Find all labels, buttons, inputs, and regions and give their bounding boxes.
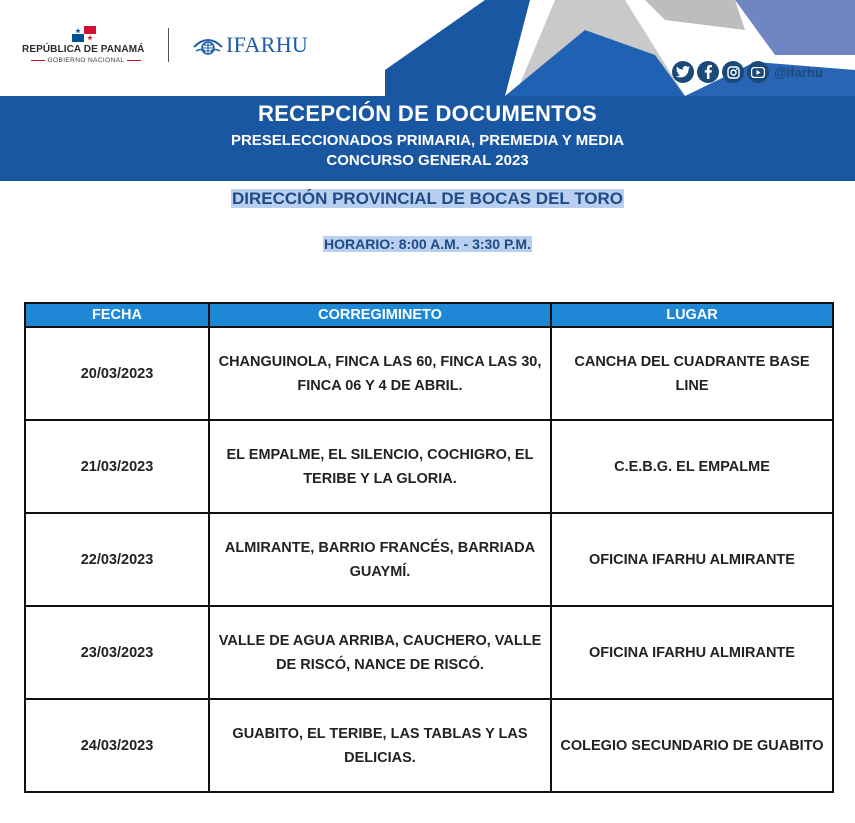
- facebook-icon[interactable]: [697, 61, 719, 83]
- cell-corregimiento: EL EMPALME, EL SILENCIO, COCHIGRO, EL TERIBE Y LA GLORIA.: [209, 420, 551, 513]
- youtube-icon[interactable]: [747, 61, 769, 83]
- table-row: [25, 327, 833, 420]
- column-header-fecha: FECHA: [25, 303, 209, 327]
- cell-lugar: OFICINA IFARHU ALMIRANTE: [551, 606, 833, 699]
- page-header: [0, 0, 855, 96]
- cell-corregimiento: ALMIRANTE, BARRIO FRANCÉS, BARRIADA GUAYMÍ.: [209, 513, 551, 606]
- banner-subtitle-1: PRESELECCIONADOS PRIMARIA, PREMEDIA Y MEDIA: [230, 132, 625, 149]
- cell-lugar: OFICINA IFARHU ALMIRANTE: [551, 513, 833, 606]
- cell-lugar: COLEGIO SECUNDARIO DE GUABITO: [551, 699, 833, 792]
- schedule-text: HORARIO: 8:00 A.M. - 3:30 P.M.: [324, 236, 531, 252]
- cell-fecha: 23/03/2023: [25, 606, 209, 699]
- ifarhu-logo: [192, 28, 308, 62]
- table-row: [25, 420, 833, 513]
- table-row: [25, 513, 833, 606]
- column-header-lugar: LUGAR: [551, 303, 833, 327]
- direction-text: DIRECCIÓN PROVINCIAL DE BOCAS DEL TORO: [231, 189, 624, 208]
- twitter-icon[interactable]: [672, 61, 694, 83]
- cell-lugar: CANCHA DEL CUADRANTE BASE LINE: [551, 327, 833, 420]
- cell-fecha: 21/03/2023: [25, 420, 209, 513]
- cell-corregimiento: GUABITO, EL TERIBE, LAS TABLAS Y LAS DELICIAS.: [209, 699, 551, 792]
- social-links: [672, 61, 823, 83]
- cell-fecha: 20/03/2023: [25, 327, 209, 420]
- table-row: [25, 699, 833, 792]
- table-row: [25, 606, 833, 699]
- direction-heading: [0, 189, 855, 209]
- government-subtitle: GOBIERNO NACIONAL: [22, 57, 150, 64]
- title-banner: [0, 96, 855, 181]
- schedule-line: [0, 236, 855, 254]
- table-header-row: [25, 303, 833, 327]
- column-header-corregimiento: CORREGIMINETO: [209, 303, 551, 327]
- cell-fecha: 22/03/2023: [25, 513, 209, 606]
- cell-corregimiento: CHANGUINOLA, FINCA LAS 60, FINCA LAS 30, FINCA 06 Y 4 DE ABRIL.: [209, 327, 551, 420]
- government-title: REPÚBLICA DE PANAMÁ: [22, 44, 145, 55]
- banner-title: RECEPCIÓN DE DOCUMENTOS: [258, 101, 597, 126]
- social-handle[interactable]: @ifarhu: [774, 64, 823, 80]
- banner-subtitle-2: CONCURSO GENERAL 2023: [326, 152, 529, 169]
- cell-fecha: 24/03/2023: [25, 699, 209, 792]
- instagram-icon[interactable]: [722, 61, 744, 83]
- schedule-table: [24, 302, 834, 793]
- panama-flag-icon: [72, 26, 96, 42]
- ifarhu-wordmark: IFARHU: [226, 32, 309, 57]
- cell-lugar: C.E.B.G. EL EMPALME: [551, 420, 833, 513]
- cell-corregimiento: VALLE DE AGUA ARRIBA, CAUCHERO, VALLE DE RISCÓ, NANCE DE RISCÓ.: [209, 606, 551, 699]
- ifarhu-emblem-icon: [192, 29, 224, 61]
- logo-divider: [168, 28, 169, 62]
